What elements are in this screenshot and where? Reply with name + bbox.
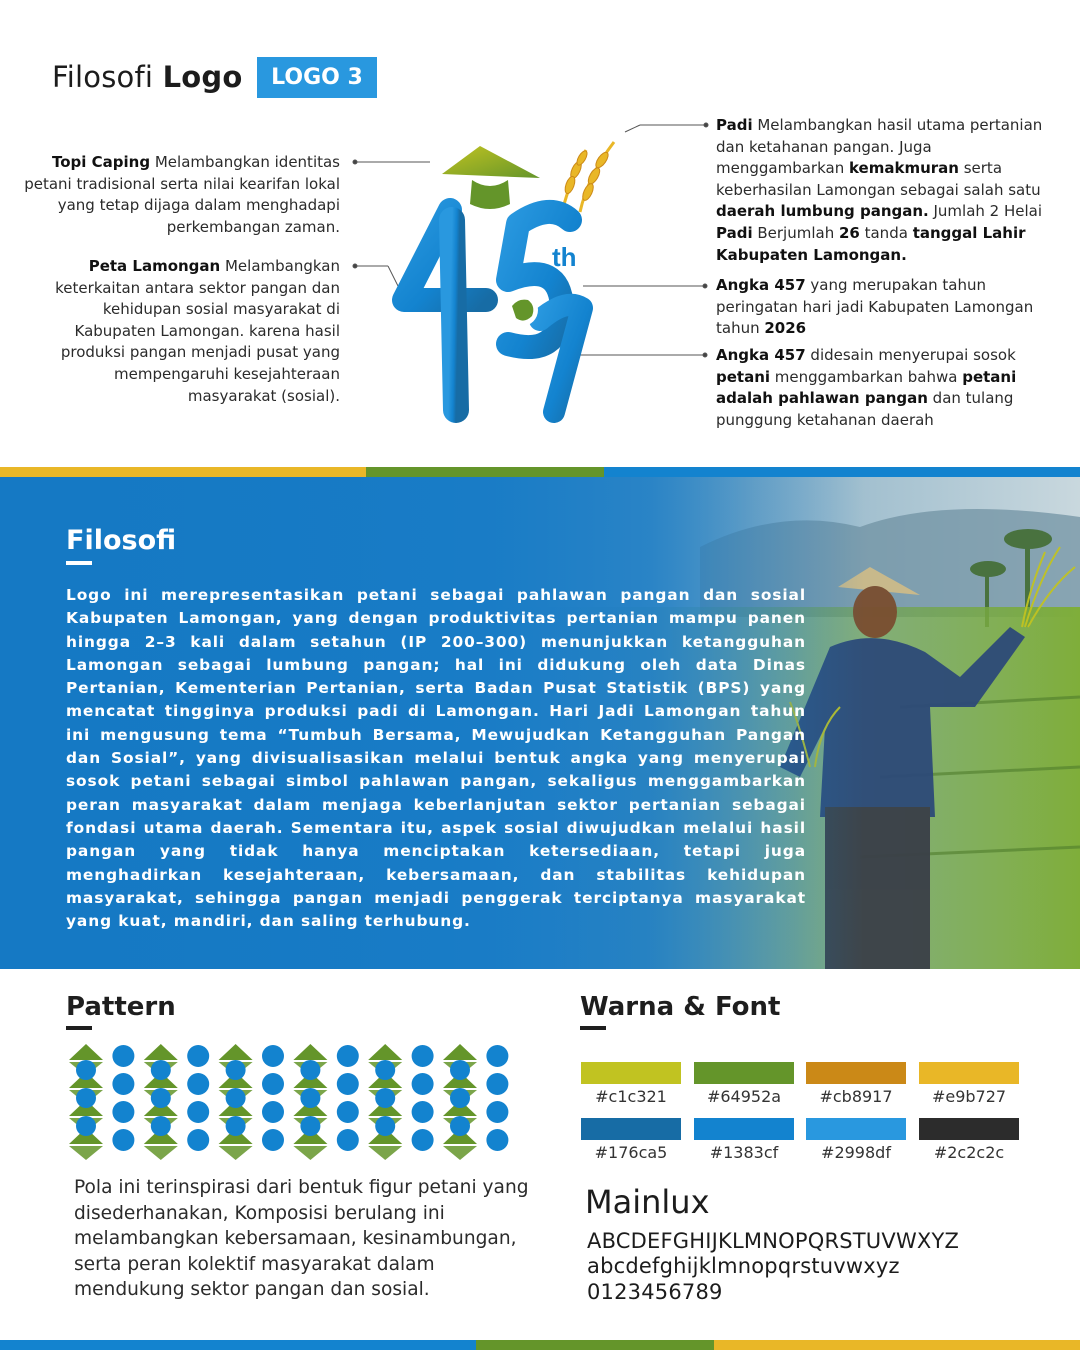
pattern-circle bbox=[76, 1116, 96, 1136]
note-topi-caping: Topi Caping Melambangkan identitas petani tradisional serta nilai kearifan lokal yang tetap dijaga dalam menghadapi perkembangan zaman. bbox=[24, 153, 340, 236]
pattern-circle bbox=[486, 1045, 508, 1067]
pattern-circle bbox=[300, 1088, 320, 1108]
pattern-triangle bbox=[443, 1044, 477, 1060]
pattern-circle bbox=[375, 1060, 395, 1080]
hero-underline bbox=[66, 561, 92, 565]
font-lowercase: abcdefghijklmnopqrstuvwxyz bbox=[587, 1254, 900, 1278]
pattern-circle bbox=[187, 1045, 209, 1067]
pattern-circle bbox=[226, 1088, 246, 1108]
palette-underline bbox=[580, 1026, 606, 1030]
pattern-circle bbox=[76, 1088, 96, 1108]
pattern-circle bbox=[112, 1073, 134, 1095]
color-swatch bbox=[919, 1062, 1019, 1084]
note-angka-tahun: Angka 457 yang merupakan tahun peringatan hari jadi Kabupaten Lamongan tahun 2026 bbox=[716, 276, 1034, 338]
color-hex-label: #e9b727 bbox=[931, 1087, 1007, 1106]
pattern-circle bbox=[262, 1101, 284, 1123]
stripe-bottom-green bbox=[476, 1340, 714, 1350]
stripe-bottom-yellow bbox=[714, 1340, 1080, 1350]
color-swatch bbox=[806, 1062, 906, 1084]
pattern-circle bbox=[375, 1088, 395, 1108]
pattern-triangle bbox=[368, 1044, 402, 1060]
pattern-circle bbox=[486, 1101, 508, 1123]
pattern-triangle bbox=[443, 1146, 477, 1160]
page-title: Filosofi Logo bbox=[52, 60, 243, 94]
pattern-circle bbox=[337, 1129, 359, 1151]
pattern-circle bbox=[450, 1088, 470, 1108]
pattern-underline bbox=[66, 1026, 92, 1030]
logo-badge: LOGO 3 bbox=[257, 57, 377, 98]
pattern-circle bbox=[187, 1073, 209, 1095]
pattern-circle bbox=[300, 1116, 320, 1136]
pattern-circle bbox=[300, 1060, 320, 1080]
pattern-circle bbox=[262, 1073, 284, 1095]
pattern-circle bbox=[486, 1129, 508, 1151]
pattern-circle bbox=[337, 1101, 359, 1123]
pattern-triangle bbox=[219, 1146, 253, 1160]
pattern-circle bbox=[412, 1101, 434, 1123]
pattern-circle bbox=[412, 1045, 434, 1067]
pattern-circle bbox=[112, 1129, 134, 1151]
superscript-th: th bbox=[552, 242, 577, 272]
font-uppercase: ABCDEFGHIJKLMNOPQRSTUVWXYZ bbox=[587, 1229, 960, 1253]
pattern-circle bbox=[187, 1129, 209, 1151]
pattern-circle bbox=[187, 1101, 209, 1123]
pattern-circle bbox=[262, 1045, 284, 1067]
pattern-circle bbox=[151, 1116, 171, 1136]
color-hex-label: #cb8917 bbox=[819, 1087, 893, 1106]
pattern-circle bbox=[112, 1101, 134, 1123]
pattern-circle bbox=[450, 1116, 470, 1136]
pattern-circle bbox=[112, 1045, 134, 1067]
pattern-grid bbox=[66, 1044, 516, 1164]
color-swatch bbox=[581, 1062, 681, 1084]
pattern-circle bbox=[76, 1060, 96, 1080]
color-hex-label: #64952a bbox=[706, 1087, 782, 1106]
pattern-heading: Pattern bbox=[66, 992, 176, 1022]
pattern-circle bbox=[450, 1060, 470, 1080]
color-hex-label: #c1c321 bbox=[595, 1087, 667, 1106]
font-digits: 0123456789 bbox=[587, 1280, 723, 1304]
color-hex-label: #176ca5 bbox=[594, 1143, 668, 1162]
pattern-triangle bbox=[293, 1044, 327, 1060]
color-hex-label: #1383cf bbox=[709, 1143, 779, 1162]
hero-heading: Filosofi bbox=[66, 525, 177, 556]
pattern-triangle bbox=[144, 1044, 178, 1060]
font-name: Mainlux bbox=[585, 1183, 710, 1221]
pattern-triangle bbox=[293, 1146, 327, 1160]
note-padi: Padi Melambangkan hasil utama pertanian dan ketahanan pangan. Juga menggambarkan kemakmuran serta keberhasilan Lamongan sebagai salah satu daerah lumbung pangan. Jumlah 2 Helai Padi Berjumlah 26 tanda tanggal Lahir Kabupaten Lamongan. bbox=[716, 116, 1043, 264]
stripe-top-blue bbox=[604, 467, 1080, 477]
pattern-circle bbox=[337, 1045, 359, 1067]
pattern-circle bbox=[226, 1060, 246, 1080]
pattern-circle bbox=[412, 1129, 434, 1151]
pattern-triangle bbox=[368, 1146, 402, 1160]
color-swatch bbox=[694, 1062, 794, 1084]
pattern-triangle bbox=[69, 1044, 103, 1060]
pattern-circle bbox=[226, 1116, 246, 1136]
color-hex-label: #2c2c2c bbox=[933, 1143, 1005, 1162]
pattern-circle bbox=[486, 1073, 508, 1095]
logo-457-emblem bbox=[390, 130, 630, 440]
stripe-top-green bbox=[366, 467, 604, 477]
stripe-bottom-blue bbox=[0, 1340, 476, 1350]
color-swatch bbox=[694, 1118, 794, 1140]
note-peta-lamongan: Peta Lamongan Melambangkan keterkaitan antara sektor pangan dan kehidupan sosial masyarakat di Kabupaten Lamongan. karena hasil produksi pangan menjadi pusat yang mempengaruhi kesejahteraan masyarakat (sosial). bbox=[55, 257, 340, 405]
pattern-circle bbox=[375, 1116, 395, 1136]
note-angka-petani: Angka 457 didesain menyerupai sosok petani menggambarkan bahwa petani adalah pahlawan pangan dan tulang punggung ketahanan daerah bbox=[716, 346, 1017, 429]
palette-heading: Warna & Font bbox=[580, 992, 781, 1022]
color-swatch bbox=[581, 1118, 681, 1140]
pattern-triangle bbox=[69, 1146, 103, 1160]
pattern-triangle bbox=[219, 1044, 253, 1060]
pattern-circle bbox=[151, 1088, 171, 1108]
hero-filosofi bbox=[0, 477, 1080, 969]
pattern-circle bbox=[262, 1129, 284, 1151]
pattern-circle bbox=[412, 1073, 434, 1095]
color-hex-label: #2998df bbox=[821, 1143, 891, 1162]
padi-icon bbox=[562, 142, 614, 212]
hero-body-text: Logo ini merepresentasikan petani sebagai pahlawan pangan dan sosial Kabupaten Lamongan, yang dengan produktivitas pertanian mampu panen hingga 2–3 kali dalam setahun (IP 200–300) menunjukkan ketangguhan Lamongan sebagai lumbung pangan; hal ini didukung oleh data Dinas Pertanian, Kementerian Pertanian, serta Badan Pusat Statistik (BPS) yang mencatat tingginya produksi padi di Lamongan. Hari Jadi Lamongan tahun ini mengusung tema “Tumbuh Bersama, Mewujudkan Ketangguhan Pangan dan Sosial”, yang divisualisasikan melalui bentuk angka yang menyerupai sosok petani sebagai simbol pahlawan pangan, sekaligus menggambarkan peran masyarakat dalam menjaga keberlanjutan sektor pertanian sebagai fondasi utama daerah. Sementara itu, aspek sosial diwujudkan melalui hasil pangan yang tidak hanya menciptakan ketersediaan, tetapi juga menghadirkan kesejahteraan, kebersamaan, dan stabilitas kehidupan masyarakat, sehingga pangan menjadi penggerak terciptanya masyarakat yang kuat, mandiri, dan saling terhubung. bbox=[66, 586, 806, 931]
pattern-circle bbox=[151, 1060, 171, 1080]
stripe-top-yellow bbox=[0, 467, 366, 477]
pattern-circle bbox=[337, 1073, 359, 1095]
topi-caping-icon bbox=[442, 146, 540, 178]
pattern-triangle bbox=[144, 1146, 178, 1160]
color-swatch bbox=[919, 1118, 1019, 1140]
color-swatch bbox=[806, 1118, 906, 1140]
pattern-description: Pola ini terinspirasi dari bentuk figur petani yang disederhanakan, Komposisi berulang ini melambangkan kebersamaan, kesinambungan, serta peran kolektif masyarakat dalam mendukung sektor pangan dan sosial. bbox=[74, 1177, 529, 1301]
